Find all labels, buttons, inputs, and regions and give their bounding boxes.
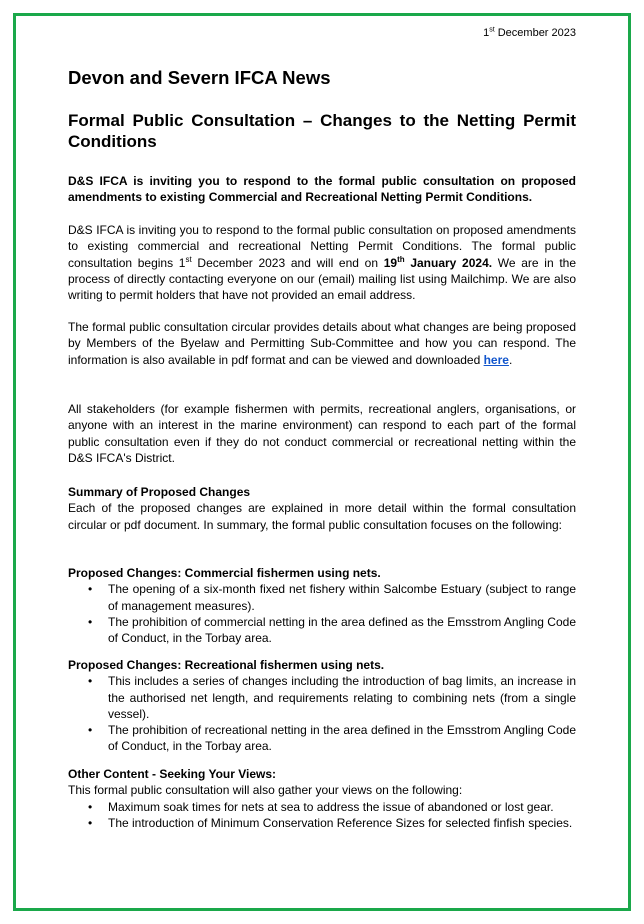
document-date: 1st December 2023 bbox=[483, 26, 576, 39]
bullet-icon: • bbox=[88, 614, 93, 629]
consultation-text: D&S IFCA is inviting you to respond to the formal public consultation on proposed amendments to existing commercial and recreational Netting Permit Conditions. The formal public consultation begins 1st December 2023 and will end on 19th January 2024. We are in the process of directly contacting everyone on our (email) mailing list using Mailchimp. We are also writing to permit holders that have not provided an email address. bbox=[68, 223, 577, 303]
list-item: • The prohibition of recreational netting in the area defined in the Emsstrom Angling Code of Conduct, in the Torbay area. bbox=[88, 723, 576, 754]
list-item: • Maximum soak times for nets at sea to address the issue of abandoned or lost gear. bbox=[88, 799, 554, 814]
pdf-download-link[interactable]: here bbox=[483, 352, 509, 367]
recreational-section bbox=[68, 657, 576, 755]
stakeholders-text: All stakeholders (for example fishermen with permits, recreational anglers, organisations, or anyone with an interest in the marine environment) can respond to each part of the formal public consultation even if they do not conduct commercial or recreational netting within the D&S IFCA's District. bbox=[68, 402, 576, 465]
list-item: • The introduction of Minimum Conservation Reference Sizes for selected finfish species. bbox=[88, 815, 573, 830]
circular-text: The formal public consultation circular provides details about what changes are being proposed by Members of the Byelaw and Permitting Sub-Committee and how you can respond. The information is also available in pdf format and can be viewed and downloaded here. bbox=[68, 320, 576, 367]
bullet-icon: • bbox=[88, 582, 93, 597]
other-content-list bbox=[68, 799, 576, 832]
summary-text: Each of the proposed changes are explained in more detail within the formal consultation circular or pdf document. In summary, the formal public consultation focuses on the following: bbox=[68, 501, 576, 532]
bullet-icon: • bbox=[88, 674, 93, 689]
recreational-list bbox=[68, 673, 576, 754]
consultation-paragraph bbox=[68, 222, 576, 303]
commercial-list bbox=[68, 581, 576, 646]
commercial-section bbox=[68, 565, 576, 646]
circular-paragraph bbox=[68, 319, 576, 368]
page-title: Devon and Severn IFCA News bbox=[68, 67, 331, 88]
other-content-heading: Other Content - Seeking Your Views: bbox=[68, 767, 277, 781]
list-item: • The opening of a six-month fixed net fishery within Salcombe Estuary (subject to range of management measures). bbox=[88, 582, 576, 613]
stakeholders-paragraph bbox=[68, 401, 576, 466]
bullet-icon: • bbox=[88, 799, 93, 814]
other-content-section bbox=[68, 766, 576, 831]
intro-text: D&S IFCA is inviting you to respond to the formal public consultation on proposed amendments to existing Commercial and Recreational Netting Permit Conditions. bbox=[68, 174, 576, 205]
bullet-icon: • bbox=[88, 723, 93, 738]
recreational-heading: Proposed Changes: Recreational fishermen using nets. bbox=[68, 658, 385, 672]
commercial-heading: Proposed Changes: Commercial fishermen using nets. bbox=[68, 566, 381, 580]
intro-paragraph bbox=[68, 173, 576, 206]
list-item: • The prohibition of commercial netting in the area defined as the Emsstrom Angling Code of Conduct, in the Torbay area. bbox=[88, 614, 576, 646]
summary-heading: Summary of Proposed Changes bbox=[68, 485, 251, 499]
article-title: Formal Public Consultation – Changes to the Netting Permit Conditions bbox=[68, 111, 576, 151]
list-item: • This includes a series of changes including the introduction of bag limits, an increase in the authorised net length, and requirements relating to combining nets (from a single vessel). bbox=[88, 674, 576, 721]
other-content-text: This formal public consultation will also gather your views on the following: bbox=[68, 783, 463, 798]
bullet-icon: • bbox=[88, 815, 93, 830]
summary-section bbox=[68, 484, 576, 533]
